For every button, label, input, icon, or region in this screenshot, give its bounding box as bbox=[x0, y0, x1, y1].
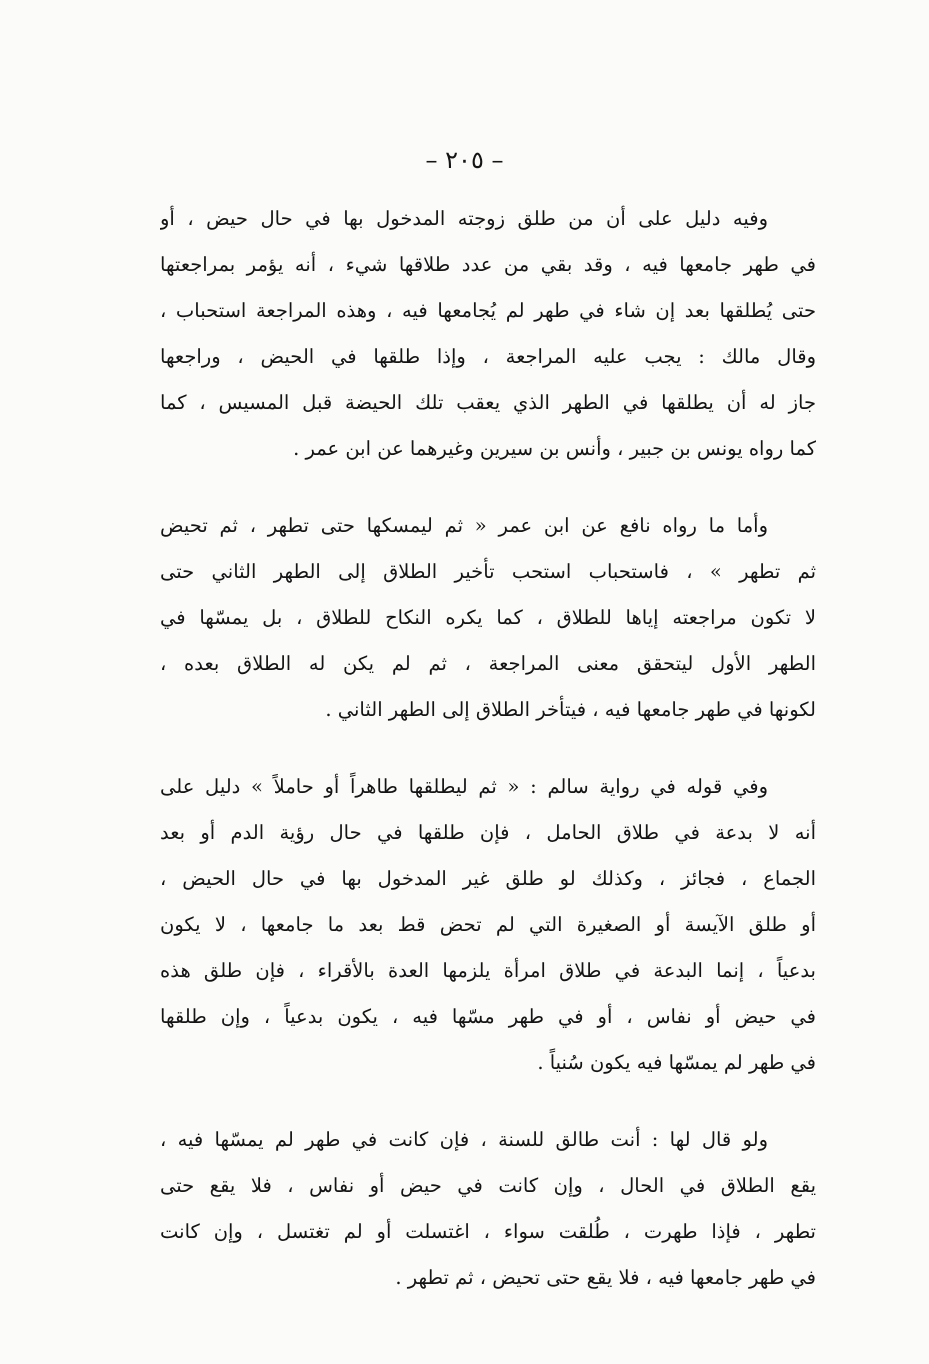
text-line: وفي قوله في رواية سالم : « ثم ليطلقها طاهراً أو حاملاً » دليل على bbox=[160, 775, 768, 798]
text-line: تطهر ، فإذا طهرت ، طُلقت سواء ، اغتسلت أو لم تغتسل ، وإن كانت bbox=[160, 1220, 816, 1243]
text-line: يقع الطلاق في الحال ، وإن كانت في حيض أو نفاس ، فلا يقع حتى bbox=[160, 1174, 816, 1197]
text-line: لكونها في طهر جامعها فيه ، فيتأخر الطلاق إلى الطهر الثاني . bbox=[325, 698, 816, 721]
text-line: أو طلق الآيسة أو الصغيرة التي لم تحض قط بعد ما جامعها ، لا يكون bbox=[160, 913, 816, 936]
text-line: في حيض أو نفاس ، أو في طهر مسّها فيه ، يكون بدعياً ، وإن طلقها bbox=[160, 1005, 816, 1028]
text-line: الجماع ، فجائز ، وكذلك لو طلق غير المدخول بها في حال الحيض ، bbox=[160, 867, 816, 890]
text-line: ثم تطهر » ، فاستحباب استحب تأخير الطلاق إلى الطهر الثاني حتى bbox=[160, 560, 816, 583]
text-line: بدعياً ، إنما البدعة في طلاق امرأة يلزمها العدة بالأقراء ، فإن طلق هذه bbox=[160, 959, 816, 982]
text-line: حتى يُطلقها بعد إن شاء في طهر لم يُجامعها فيه ، وهذه المراجعة استحباب ، bbox=[160, 299, 816, 322]
paragraph bbox=[160, 196, 816, 472]
text-line: جاز له أن يطلقها في الطهر الذي يعقب تلك الحيضة قبل المسيس ، كما bbox=[160, 391, 816, 414]
text-line: في طهر جامعها فيه ، وقد بقي من عدد طلاقها شيء ، أنه يؤمر بمراجعتها bbox=[160, 253, 816, 276]
text-line: كما رواه يونس بن جبير ، وأنس بن سيرين وغيرهما عن ابن عمر . bbox=[293, 437, 816, 460]
paragraph bbox=[160, 1117, 816, 1301]
text-line: الطهر الأول ليتحقق معنى المراجعة ، ثم لم يكن له الطلاق بعده ، bbox=[160, 652, 816, 675]
text-line: لا تكون مراجعته إياها للطلاق ، كما يكره النكاح للطلاق ، بل يمسّها في bbox=[160, 606, 816, 629]
text-line: وقال مالك : يجب عليه المراجعة ، وإذا طلقها في الحيض ، وراجعها bbox=[160, 345, 816, 368]
text-line: وأما ما رواه نافع عن ابن عمر « ثم ليمسكها حتى تطهر ، ثم تحيض bbox=[160, 514, 768, 537]
body-text bbox=[160, 196, 816, 1301]
paragraph bbox=[160, 764, 816, 1086]
text-line: في طهر لم يمسّها فيه يكون سُنياً . bbox=[537, 1051, 816, 1074]
text-line: أنه لا بدعة في طلاق الحامل ، فإن طلقها في حال رؤية الدم أو بعد bbox=[160, 821, 816, 844]
text-line: وفيه دليل على أن من طلق زوجته المدخول بها في حال حيض ، أو bbox=[160, 207, 768, 230]
text-line: ولو قال لها : أنت طالق للسنة ، فإن كانت في طهر لم يمسّها فيه ، bbox=[160, 1128, 768, 1151]
paragraph bbox=[160, 503, 816, 733]
text-line: في طهر جامعها فيه ، فلا يقع حتى تحيض ، ثم تطهر . bbox=[395, 1266, 816, 1289]
page-number: – ٢٠٥ – bbox=[425, 146, 504, 174]
